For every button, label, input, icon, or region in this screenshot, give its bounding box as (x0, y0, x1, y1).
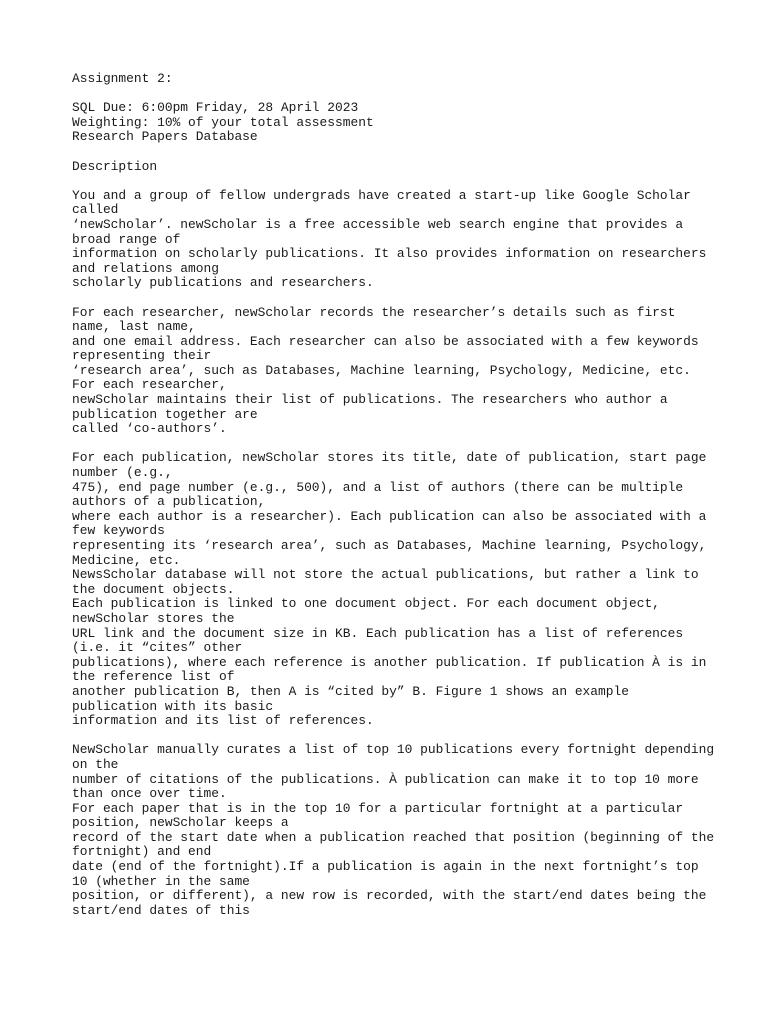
paragraph-line: 475), end page number (e.g., 500), and a list of authors (there can be multiple (72, 479, 684, 495)
paragraph-line: the document objects. (72, 581, 235, 597)
paragraph-line: name, last name, (72, 319, 196, 335)
subject-title: Research Papers Database (72, 129, 258, 145)
spacer (72, 291, 712, 306)
section-heading: Description (72, 158, 158, 174)
spacer (72, 437, 712, 452)
due-date: SQL Due: 6:00pm Friday, 28 April 2023 (72, 100, 359, 116)
paragraph-line: (i.e. it “cites” other (72, 640, 243, 656)
paragraph-line: publication together are (72, 406, 258, 422)
paragraph-line: ‘research area’, such as Databases, Machine learning, Psychology, Medicine, etc. (72, 362, 691, 378)
paragraph-line: For each researcher, newScholar records the researcher’s details such as first (72, 304, 676, 320)
paragraph-line: date (end of the fortnight).If a publication is again in the next fortnight’s top (72, 859, 699, 875)
paragraph-line: position, or different), a new row is recorded, with the start/end dates being the (72, 888, 707, 904)
paragraph-line: number of citations of the publications. À publication can make it to top 10 more (72, 771, 699, 787)
paragraph-line: on the (72, 756, 119, 772)
paragraph-line: and relations among (72, 260, 219, 276)
weighting: Weighting: 10% of your total assessment (72, 114, 374, 130)
paragraph-line: publication with its basic (72, 698, 274, 714)
paragraph-line: You and a group of fellow undergrads have created a start-up like Google Scholar (72, 187, 691, 203)
paragraph-line: NewsScholar database will not store the actual publications, but rather a link to (72, 567, 699, 583)
paragraph-line: another publication B, then A is “cited by” B. Figure 1 shows an example (72, 683, 629, 699)
paragraph-line: 10 (whether in the same (72, 873, 250, 889)
paragraph-line: For each publication, newScholar stores its title, date of publication, start page (72, 450, 707, 466)
paragraph-line: where each author is a researcher). Each publication can also be associated with a (72, 508, 707, 524)
paragraph-line: information and its list of references. (72, 713, 374, 729)
paragraph-line: scholarly publications and researchers. (72, 275, 374, 291)
paragraph-line: For each paper that is in the top 10 for a particular fortnight at a particular (72, 800, 684, 816)
paragraph (72, 742, 715, 918)
paragraph-line: representing their (72, 348, 212, 364)
paragraph-line: and one email address. Each researcher can also be associated with a few keywords (72, 333, 699, 349)
paragraph-line: For each researcher, (72, 377, 227, 393)
paragraph-line: than once over time. (72, 786, 227, 802)
paragraph-line: ‘newScholar’. newScholar is a free accessible web search engine that provides a (72, 216, 684, 232)
spacer (72, 87, 712, 102)
paragraph-line: NewScholar manually curates a list of top 10 publications every fortnight depending (72, 742, 715, 758)
paragraph-line: number (e.g., (72, 465, 173, 481)
paragraph-line: Medicine, etc. (72, 552, 181, 568)
spacer (72, 145, 712, 160)
paragraph-line: newScholar stores the (72, 610, 235, 626)
paragraph-line: position, newScholar keeps a (72, 815, 289, 831)
paragraph-line: start/end dates of this (72, 902, 250, 918)
paragraph-line: information on scholarly publications. It also provides information on researchers (72, 246, 707, 262)
paragraph-line: called (72, 202, 119, 218)
paragraph-line: publications), where each reference is another publication. If publication À is in (72, 654, 707, 670)
document-page (72, 71, 715, 918)
paragraph (72, 306, 712, 437)
paragraph-line: newScholar maintains their list of publications. The researchers who author a (72, 392, 668, 408)
spacer (72, 729, 712, 744)
paragraph-line: representing its ‘research area’, such as Databases, Machine learning, Psychology, (72, 538, 707, 553)
paragraph (72, 451, 712, 728)
description-body (72, 187, 715, 919)
paragraph-line: authors of a publication, (72, 494, 266, 510)
paragraph-line: Each publication is linked to one document object. For each document object, (72, 596, 660, 612)
paragraph-line: broad range of (72, 231, 181, 247)
paragraph-line: fortnight) and end (72, 844, 212, 860)
assignment-title: Assignment 2: (72, 71, 173, 86)
spacer (72, 174, 712, 189)
paragraph-line: called ‘co-authors’. (72, 421, 227, 437)
paragraph-line: record of the start date when a publication reached that position (beginning of the (72, 829, 715, 845)
paragraph-line: the reference list of (72, 669, 235, 685)
paragraph-line: few keywords (72, 523, 165, 539)
paragraph-line: URL link and the document size in KB. Each publication has a list of references (72, 625, 684, 641)
paragraph (72, 189, 712, 291)
